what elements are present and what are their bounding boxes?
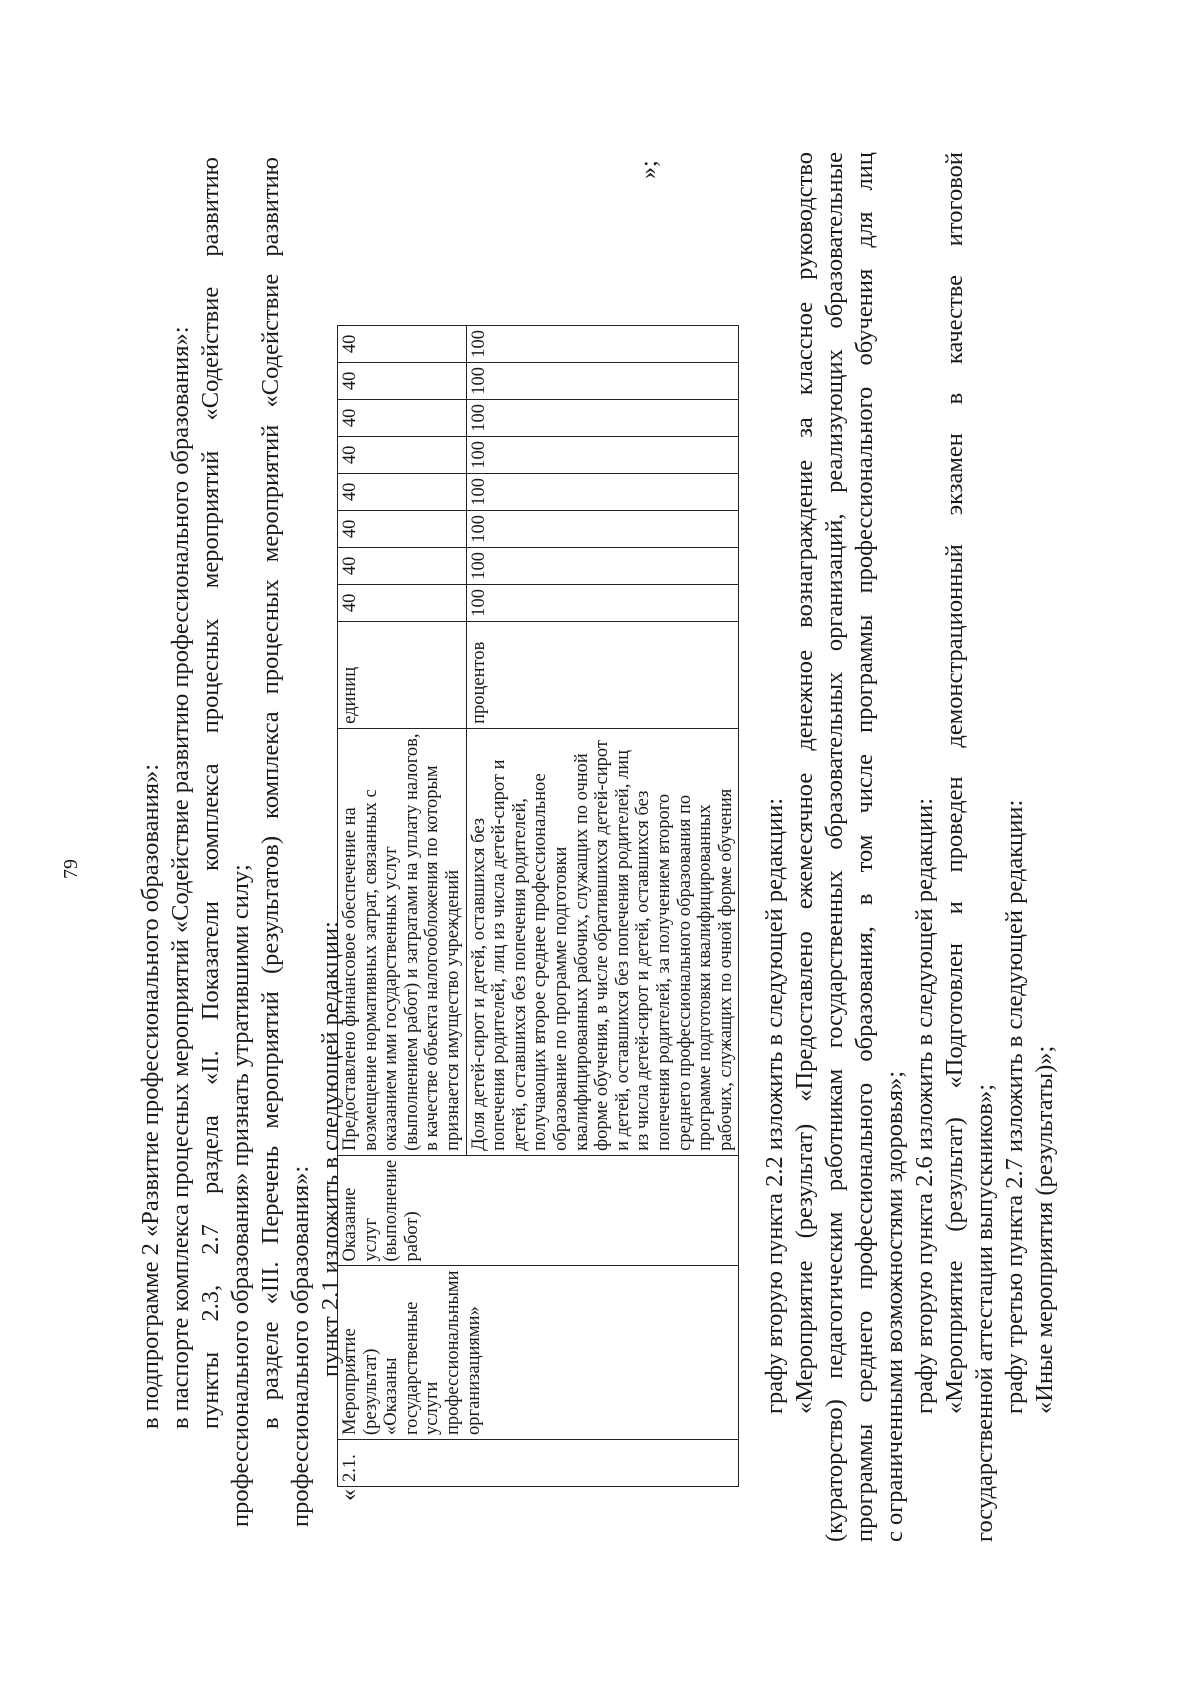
row-number-cell: 2.1.	[338, 1440, 739, 1487]
value-cell: 40	[338, 362, 467, 399]
unit-cell: единиц	[338, 621, 467, 728]
value-cell: 100	[466, 510, 739, 547]
amendments-text	[760, 152, 1060, 1542]
table-row	[338, 325, 467, 1486]
value-cell: 100	[466, 325, 739, 362]
paragraph-line: в разделе «III. Перечень мероприятий (результатов) комплекса процесных мероприятий «Содействие развитию	[257, 157, 284, 1429]
page-number: 79	[60, 859, 82, 879]
paragraph-line: в паспорте комплекса процесных мероприятий «Содействие развитию профессионального образования»:	[167, 326, 194, 1429]
intro-text	[136, 157, 346, 1527]
value-cell: 100	[466, 436, 739, 473]
paragraph-line: графу вторую пункта 2.6 изложить в следующей редакции:	[911, 797, 938, 1414]
paragraph-line: пункт 2.1 изложить в следующей редакции:	[317, 921, 344, 1377]
close-quote: »;	[636, 160, 662, 179]
value-cell: 40	[338, 473, 467, 510]
paragraph-line: «Мероприятие (результат) «Подготовлен и проведен демонстрационный экзамен в качестве итоговой	[941, 152, 968, 1414]
value-cell: 100	[466, 584, 739, 621]
value-cell: 40	[338, 547, 467, 584]
open-quote: «	[336, 1489, 362, 1501]
paragraph-line: профессионального образования» признать утратившими силу;	[227, 864, 254, 1527]
value-cell: 40	[338, 325, 467, 362]
description-cell: Предоставлено финансовое обеспечение на возмещение нормативных затрат, связанных с оказанием ими государственных услуг (выполнением работ) и затратами на уплату налогов, в качестве объекта налогообложения по которым признается имущество учреждений	[338, 728, 467, 1155]
value-cell: 100	[466, 473, 739, 510]
paragraph-line: государственной аттестации выпускников»;	[971, 1083, 998, 1542]
measure-type-cell: Оказание услуг (выполнение работ)	[338, 1155, 739, 1266]
value-cell: 40	[338, 584, 467, 621]
paragraph-line: «Мероприятие (результат) «Предоставлено ежемесячное денежное вознаграждение за классное руководство	[791, 152, 818, 1414]
paragraph-line: графу третью пункта 2.7 изложить в следующей редакции:	[1001, 799, 1028, 1414]
paragraph-line: программы среднего профессионального образования, в том числе программы профессионального обучения для лиц	[851, 152, 878, 1542]
unit-cell: процентов	[466, 621, 739, 728]
value-cell: 100	[466, 399, 739, 436]
value-cell: 40	[338, 436, 467, 473]
paragraph-line: в подпрограмме 2 «Развитие профессионального образования»:	[137, 763, 164, 1429]
paragraph-line: «Иные мероприятия (результаты)»;	[1031, 1045, 1058, 1414]
paragraph-line: с ограниченными возможностями здоровья»;	[881, 1070, 908, 1542]
value-cell: 40	[338, 399, 467, 436]
value-cell: 100	[466, 362, 739, 399]
paragraph-line: (кураторство) педагогическим работникам государственных образовательных организаций, реализующих образовательные	[821, 152, 848, 1542]
measures-table	[337, 325, 739, 1487]
paragraph-line: пункты 2.3, 2.7 раздела «II. Показатели комплекса процесных мероприятий «Содействие развитию	[197, 157, 224, 1429]
paragraph-line: профессионального образования»:	[287, 1165, 314, 1527]
measure-name-cell: Мероприятие (результат) «Оказаны государственные услуги профессиональными организациями»	[338, 1266, 739, 1440]
paragraph-line: графу вторую пункта 2.2 изложить в следующей редакции:	[761, 797, 788, 1414]
value-cell: 40	[338, 510, 467, 547]
description-cell: Доля детей-сирот и детей, оставшихся без попечения родителей, лиц из числа детей-сирот и детей, оставшихся без попечения родителей, получающих второе среднее профессиональное образование по программе подготовки квалифицированных рабочих, служащих по очной форме обучения, в числе обратившихся детей-сирот и детей, оставшихся без попечения родителей, лиц из числа детей-сирот и детей, оставшихся без попечения родителей, за получением второго среднего профессионального образования по программе подготовки квалифицированных рабочих, служащих по очной форме обучения	[466, 728, 739, 1155]
value-cell: 100	[466, 547, 739, 584]
